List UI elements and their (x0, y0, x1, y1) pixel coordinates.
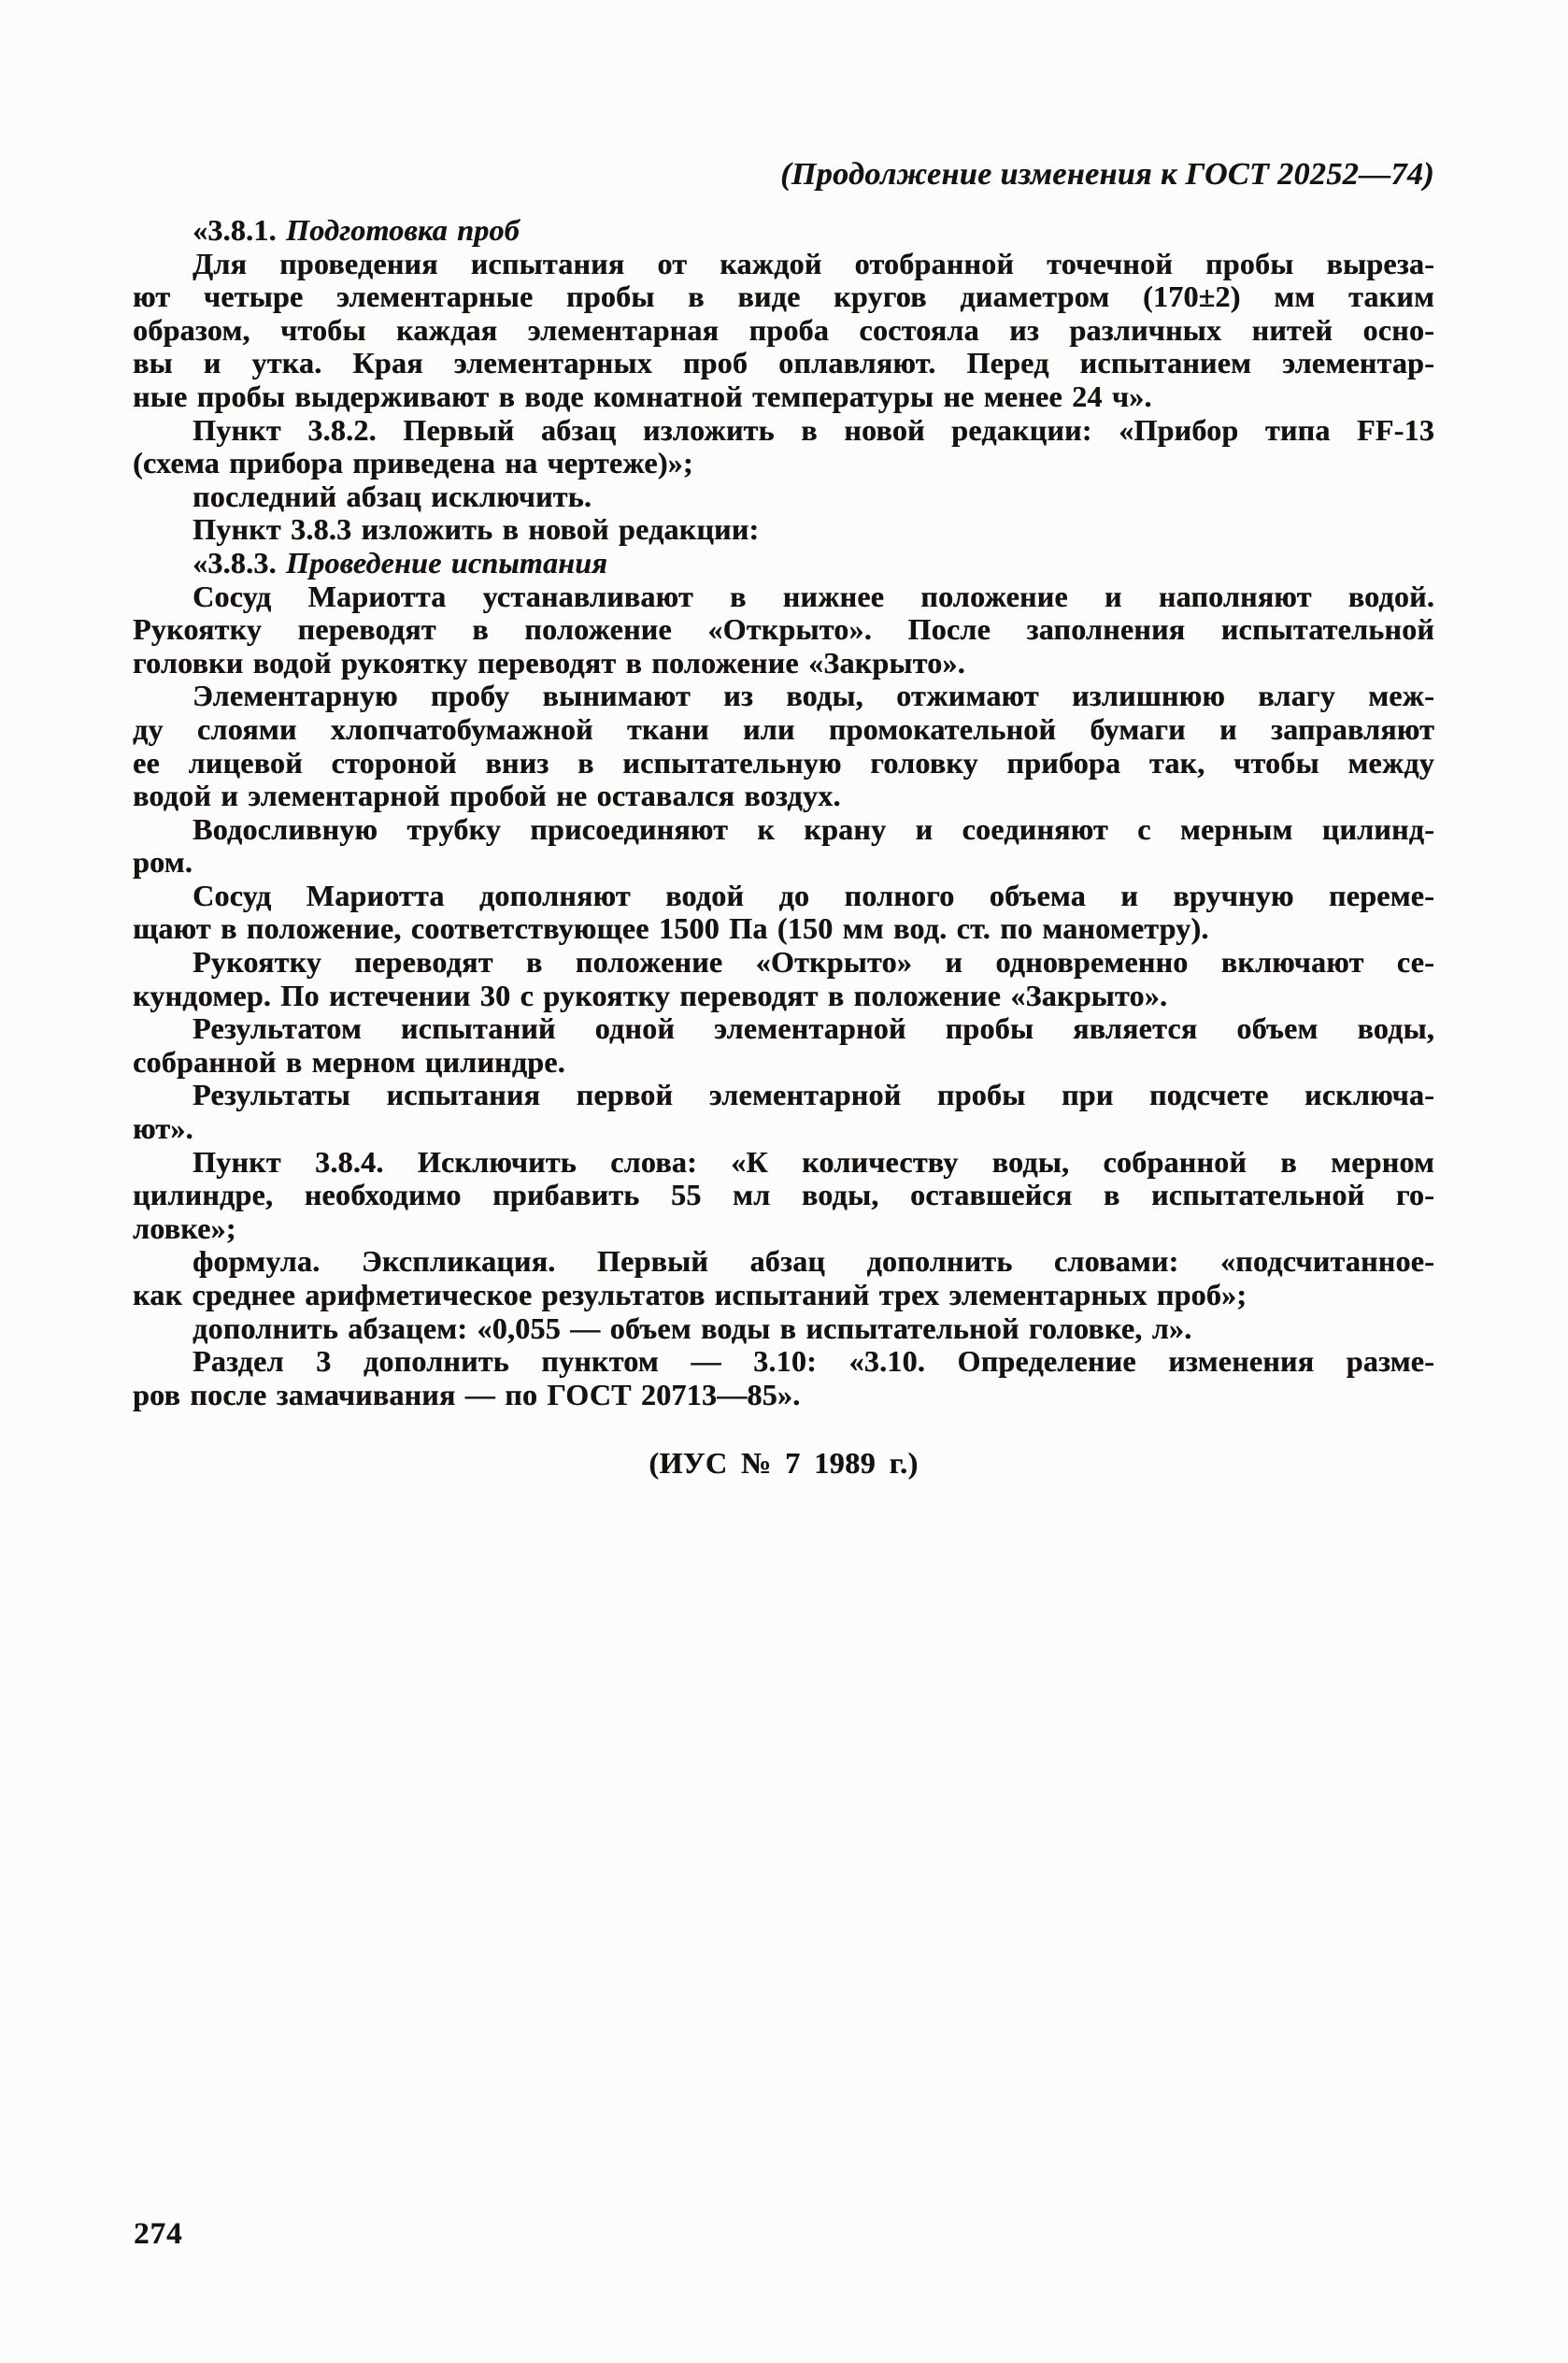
text-line: Элементарную пробу вынимают из воды, отжимают излишнюю влагу меж- (192, 679, 1434, 713)
text-line: Сосуд Мариотта устанавливают в нижнее положение и наполняют водой. (192, 579, 1434, 613)
text-line: Пункт 3.8.4. Исключить слова: «К количеству воды, собранной в мерном (192, 1144, 1434, 1179)
issue-note: (ИУС № 7 1989 г.) (649, 1446, 919, 1481)
text-line: формула. Экспликация. Первый абзац дополнить словами: «подсчитанное- (192, 1244, 1434, 1279)
page-number: 274 (134, 2217, 183, 2251)
clause-title: Подготовка проб (286, 213, 520, 247)
text-line: Рукоятку переводят в положение «Открыто». После заполнения испытательной (133, 612, 1434, 647)
text-line: Для проведения испытания от каждой отобранной точечной пробы выреза- (192, 246, 1434, 280)
text-line: собранной в мерном цилиндре. (133, 1044, 565, 1079)
text-line: цилиндре, необходимо прибавить 55 мл воды, оставшейся в испытательной го- (133, 1178, 1434, 1212)
text-line: щают в положение, соответствующее 1500 Па (150 мм вод. ст. по манометру). (133, 911, 1209, 946)
text-line: Результатом испытаний одной элементарной пробы является объем воды, (192, 1011, 1434, 1046)
text-line: Пункт 3.8.2. Первый абзац изложить в новой редакции: «Прибор типа FF-13 (192, 412, 1434, 447)
text-line: Сосуд Мариотта дополняют водой до полного объема и вручную переме- (192, 878, 1434, 912)
text-line: Водосливную трубку присоединяют к крану и соединяют с мерным цилинд- (192, 811, 1434, 846)
clause-number: «3.8.3. (192, 545, 286, 580)
document-text-column (133, 214, 1434, 1482)
text-line: Рукоятку переводят в положение «Открыто» и одновременно включают се- (192, 945, 1434, 980)
text-line: ловке»; (133, 1210, 236, 1245)
text-line: ров после замачивания — по ГОСТ 20713—85». (133, 1377, 801, 1411)
text-line: дополнить абзацем: «0,055 — объем воды в испытательной головке, л». (192, 1310, 1192, 1345)
text-line: ют четыре элементарные пробы в виде кругов диаметром (170±2) мм таким (133, 279, 1434, 314)
continuation-note: (Продолжение изменения к ГОСТ 20252—74) (780, 157, 1434, 192)
clause-heading (133, 214, 1434, 248)
text-line: ные пробы выдерживают в воде комнатной температуры не менее 24 ч». (133, 379, 1152, 413)
text-line: последний абзац исключить. (192, 479, 592, 513)
text-line: Раздел 3 дополнить пунктом — 3.10: «3.10. Определение изменения разме- (192, 1344, 1434, 1379)
text-line: как среднее арифметическое результатов испытаний трех элементарных проб»; (133, 1278, 1247, 1311)
clause-number: «3.8.1. (192, 213, 286, 247)
clause-heading (133, 547, 1434, 580)
text-line: образом, чтобы каждая элементарная проба состояла из различных нитей осно- (133, 312, 1434, 347)
text-line: ром. (133, 845, 192, 880)
text-line: ют». (133, 1111, 193, 1146)
text-line: головки водой рукоятку переводят в положение «Закрыто». (133, 645, 965, 680)
text-line: водой и элементарной пробой не оставался воздух. (133, 779, 841, 813)
text-line: кундомер. По истечении 30 с рукоятку переводят в положение «Закрыто». (133, 978, 1168, 1012)
text-line: вы и утка. Края элементарных проб оплавляют. Перед испытанием элементар- (133, 346, 1434, 380)
text-line: (схема прибора приведена на чертеже)»; (133, 446, 693, 480)
text-line: ее лицевой стороной вниз в испытательную головку прибора так, чтобы между (133, 745, 1434, 780)
text-line: ду слоями хлопчатобумажной ткани или промокательной бумаги и заправляют (133, 711, 1434, 746)
text-line: Пункт 3.8.3 изложить в новой редакции: (192, 512, 760, 547)
text-line: Результаты испытания первой элементарной пробы при подсчете исключа- (192, 1078, 1434, 1112)
clause-title: Проведение испытания (286, 545, 607, 580)
